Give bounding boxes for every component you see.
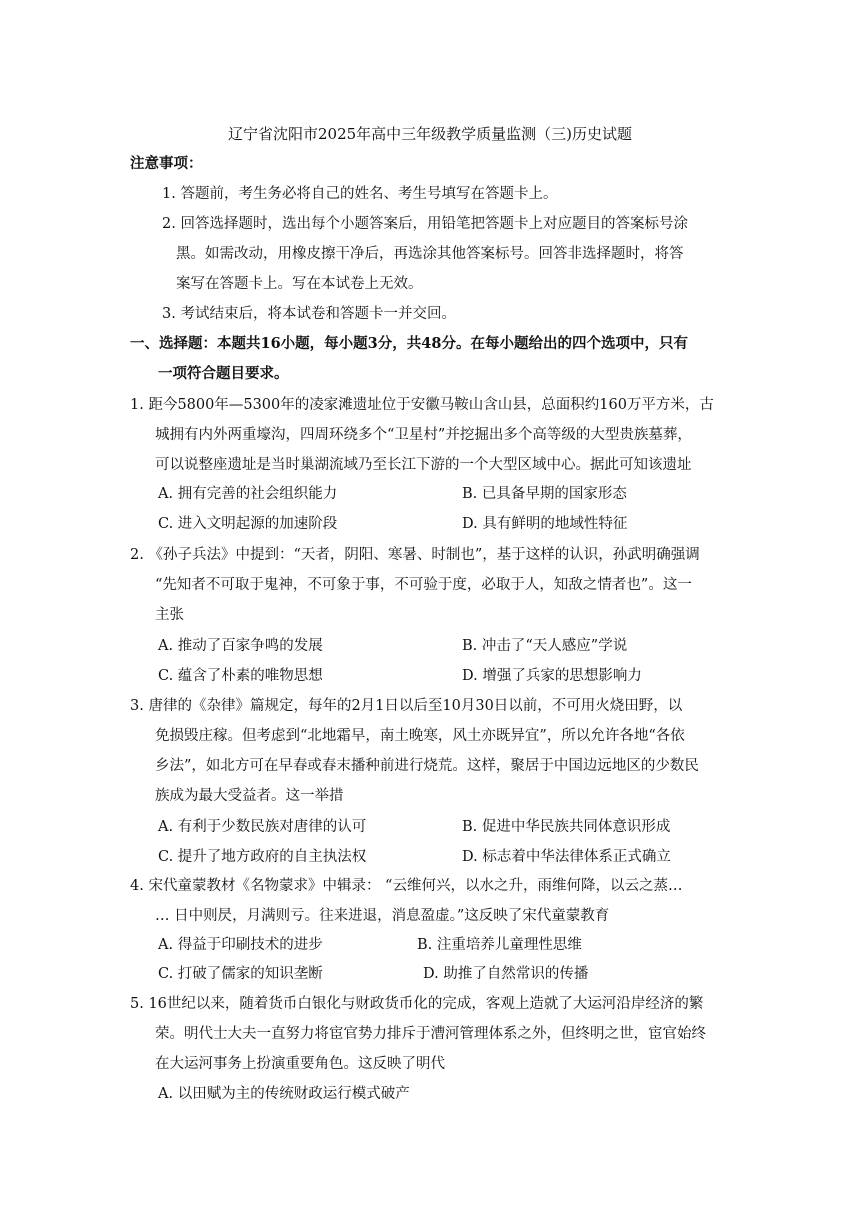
option: A. 以田赋为主的传统财政运行模式破产 (158, 1086, 410, 1102)
option: D. 助推了自然常识的传播 (423, 966, 589, 982)
notice-item: 2. 回答选择题时，选出每个小题答案后，用铅笔把答题卡上对应题目的答案标号涂 (162, 216, 688, 232)
option: A. 有利于少数民族对唐律的认可 (158, 819, 367, 835)
notice-item: 案写在答题卡上。写在本试卷上无效。 (176, 276, 423, 292)
option: D. 具有鲜明的地域性特征 (462, 516, 628, 532)
question-line: 在大运河事务上扮演重要角色。这反映了明代 (155, 1056, 445, 1072)
question-line: 2. 《孙子兵法》中提到：“天者，阴阳、寒暑、时制也”，基于这样的认识，孙武明确强调 (130, 547, 700, 563)
question-line: 可以说整座遗址是当时巢湖流域乃至长江下游的一个大型区域中心。据此可知该遗址 (155, 457, 692, 473)
question-line: 1. 距今5800年—5300年的凌家滩遗址位于安徽马鞍山含山县，总面积约160万平方米，古 (130, 397, 714, 413)
option: A. 得益于印刷技术的进步 (158, 937, 323, 953)
question-line: 乡法”，如北方可在早春或春末播种前进行烧荒。这样，聚居于中国边远地区的少数民 (155, 758, 699, 774)
notice-item: 1. 答题前，考生务必将自己的姓名、考生号填写在答题卡上。 (162, 186, 558, 202)
question-line: 主张 (155, 607, 184, 623)
page-title: 辽宁省沈阳市2025年高中三年级教学质量监测（三)历史试题 (227, 125, 633, 143)
option: C. 打破了儒家的知识垄断 (158, 966, 323, 982)
option: B. 促进中华民族共同体意识形成 (462, 819, 671, 835)
option: D. 增强了兵家的思想影响力 (462, 668, 642, 684)
notice-item: 黑。如需改动，用橡皮擦干净后，再选涂其他答案标号。回答非选择题时，将答 (176, 246, 684, 262)
option: D. 标志着中华法律体系正式确立 (462, 849, 671, 865)
notice-heading: 注意事项： (130, 155, 203, 172)
option: A. 拥有完善的社会组织能力 (158, 486, 338, 502)
question-line: 5. 16世纪以来，随着货币白银化与财政货币化的完成，客观上造就了大运河沿岸经济的繁 (130, 996, 704, 1012)
option: C. 提升了地方政府的自主执法权 (158, 849, 367, 865)
section-heading: 一项符合题目要求。 (158, 365, 289, 382)
question-line: 族成为最大受益者。这一举措 (155, 788, 344, 804)
question-line: 3. 唐律的《杂律》篇规定，每年的2月1日以后至10月30日以前，不可用火烧田野，以 (130, 698, 683, 714)
option: B. 注重培养儿童理性思维 (417, 937, 582, 953)
question-line: 城拥有内外两重壕沟，四周环绕多个“卫星村”并挖掘出多个高等级的大型贵族墓葬， (155, 427, 692, 443)
option: B. 已具备早期的国家形态 (462, 486, 627, 502)
section-heading: 一、选择题：本题共16小题，每小题3分，共48分。在每小题给出的四个选项中，只有 (130, 335, 688, 352)
option: C. 蕴含了朴素的唯物思想 (158, 668, 323, 684)
question-line: … 日中则昃，月满则亏。往来进退，消息盈虚。”这反映了宋代童蒙教育 (155, 908, 610, 924)
option: C. 进入文明起源的加速阶段 (158, 516, 338, 532)
option: A. 推动了百家争鸣的发展 (158, 638, 323, 654)
question-line: “先知者不可取于鬼神，不可象于事，不可验于度，必取于人，知敌之情者也”。这一 (155, 577, 692, 593)
question-line: 免损毁庄稼。但考虑到“北地霜早，南土晚寒，风土亦既异宜”，所以允许各地“各依 (155, 728, 685, 744)
question-line: 荣。明代士大夫一直努力将宦官势力排斥于漕河管理体系之外，但终明之世，宦官始终 (155, 1026, 706, 1042)
question-line: 4. 宋代童蒙教材《名物蒙求》中辑录： “云维何兴，以水之升，雨维何降，以云之蒸… (130, 878, 683, 894)
option: B. 冲击了“天人感应”学说 (462, 638, 628, 654)
notice-item: 3. 考试结束后，将本试卷和答题卡一并交回。 (162, 306, 456, 322)
